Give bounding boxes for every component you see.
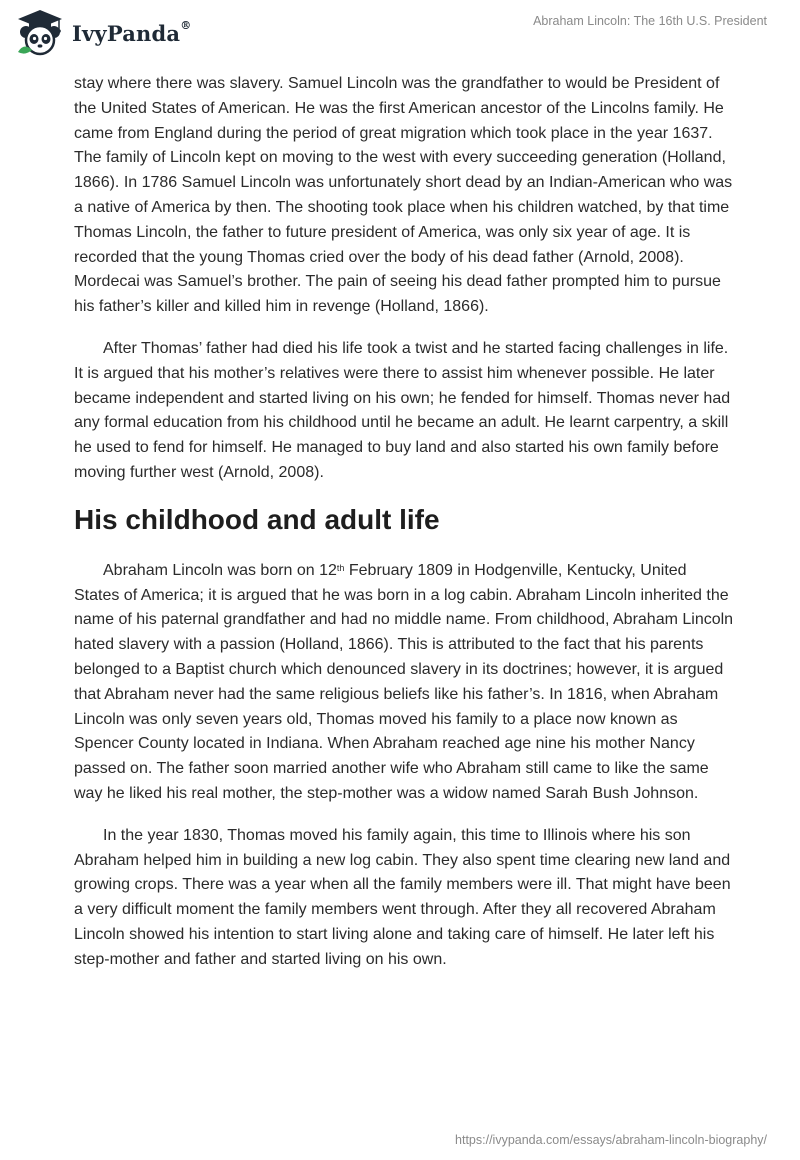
ivypanda-logo[interactable]: [14, 8, 191, 58]
page-header: [0, 0, 800, 70]
document-title: Abraham Lincoln: The 16th U.S. President: [533, 14, 767, 28]
paragraph-3: Abraham Lincoln was born on 12th February 1809 in Hodgenville, Kentucky, United States of America; it is argued that he was born in a log cabin. Abraham Lincoln inherited the name of his paternal grandfather and had no middle name. From childhood, Abraham Lincoln hated slavery with a passion (Holland, 1866). This is attributed to the fact that his parents belonged to a Baptist church which denounced slavery in its doctrines; however, it is argued that Abraham never had the same religious beliefs like his father’s. In 1816, when Abraham Lincoln was only seven years old, Thomas moved his family to a place now known as Spencer County located in Indiana. When Abraham reached age nine his mother Nancy passed on. The father soon married another wife who Abraham still came to like the same way he liked his real mother, the step-mother was a widow named Sarah Bush Johnson.: [74, 561, 734, 802]
paragraph-4: In the year 1830, Thomas moved his family again, this time to Illinois where his son Abraham helped him in building a new log cabin. They also spent time clearing new land and growing crops. There was a year when all the family members were ill. That might have been a very difficult moment the family members went through. After they all recovered Abraham Lincoln showed his intention to start living alone and taking care of himself. He later left his step-mother and father and started living on his own.: [74, 826, 731, 968]
essay-body: [74, 72, 734, 990]
paragraph-2: After Thomas’ father had died his life took a twist and he started facing challenges in life. It is argued that his mother’s relatives were there to assist him whenever possible. He later became independent and started living on his own; he fended for himself. Thomas never had any formal education from his childhood until he became an adult. He learnt carpentry, a skill he used to fend for himself. He managed to buy land and also started his own family before moving further west (Arnold, 2008).: [74, 339, 731, 481]
panda-graduation-cap-icon: [14, 8, 66, 58]
section-heading: His childhood and adult life: [74, 503, 440, 535]
paragraph-1: stay where there was slavery. Samuel Lincoln was the grandfather to would be President of the United States of American. He was the first American ancestor of the Lincolns family. He came from England during the period of great migration which took place in the year 1637. The family of Lincoln kept on moving to the west with every succeeding generation (Holland, 1866). In 1786 Samuel Lincoln was unfortunately short dead by an Indian-American who was a native of America by then. The shooting took place when his children watched, by that time Thomas Lincoln, the father to future president of America, was only six year of age. It is recorded that the young Thomas cried over the body of his dead father (Arnold, 2008). Mordecai was Samuel’s brother. The pain of seeing his dead father prompted him to pursue his father’s killer and killed him in revenge (Holland, 1866).: [74, 75, 733, 316]
brand-name: IvyPanda®: [72, 18, 192, 46]
source-url[interactable]: https://ivypanda.com/essays/abraham-lincoln-biography/: [455, 1133, 767, 1147]
